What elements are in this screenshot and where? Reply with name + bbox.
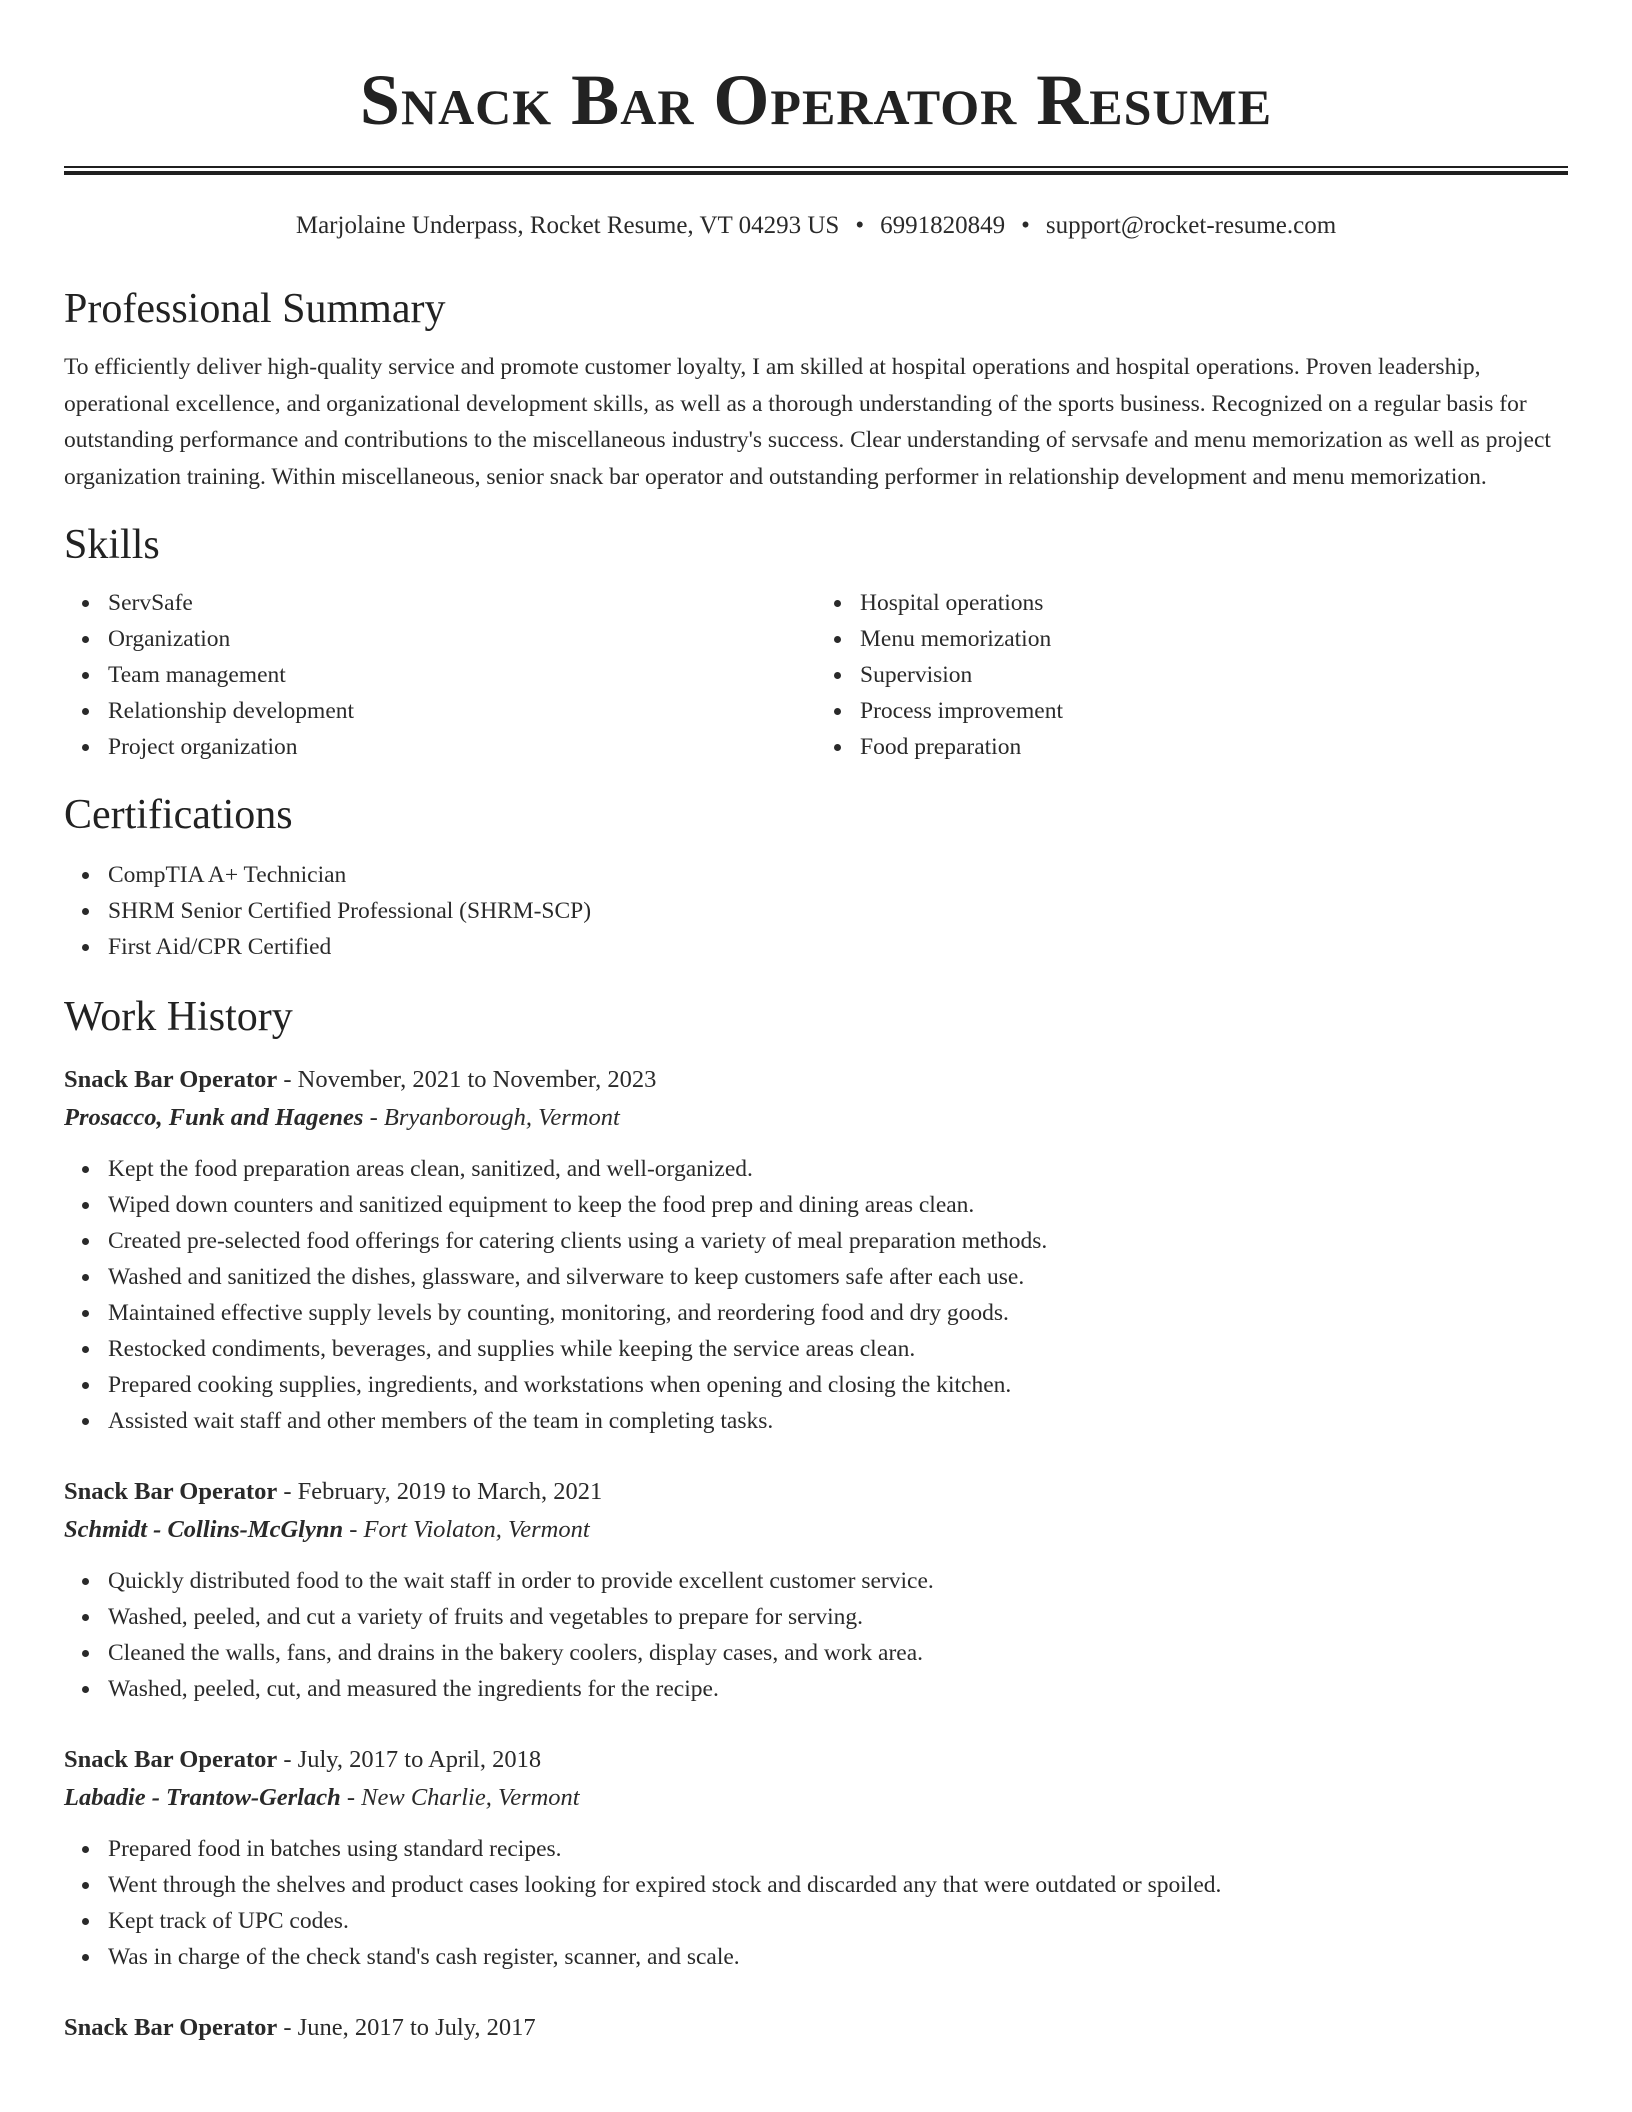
- job-dates: - February, 2019 to March, 2021: [277, 1478, 603, 1505]
- skill-item: Process improvement: [860, 693, 1568, 729]
- job-duty-item: Cleaned the walls, fans, and drains in the bakery coolers, display cases, and work area.: [108, 1635, 1568, 1671]
- job-title-line: [64, 1061, 1568, 1099]
- skill-item: Food preparation: [860, 729, 1568, 765]
- skills-list-right: [816, 585, 1568, 765]
- job-duty-item: Washed and sanitized the dishes, glassware, and silverware to keep customers safe after each use.: [108, 1259, 1568, 1295]
- skill-item: Menu memorization: [860, 621, 1568, 657]
- job-entry: [64, 2009, 1568, 2047]
- skills-heading: Skills: [64, 522, 160, 568]
- summary-text: To efficiently deliver high-quality service and promote customer loyalty, I am skilled at hospital operations and hospital operations. Proven leadership, operational excellence, and organizational development skills, as well as a thorough understanding of the sports business. Recognized on a regular basis for outstanding performance and contributions to the miscellaneous industry's success. Clear understanding of servsafe and menu memorization as well as project organization training. Within miscellaneous, senior snack bar operator and outstanding performer in relationship development and menu memorization.: [64, 354, 1551, 490]
- job-entry: [64, 1473, 1568, 1707]
- skill-item: Supervision: [860, 657, 1568, 693]
- job-location: - Fort Violaton, Vermont: [343, 1516, 590, 1543]
- job-duty-item: Kept track of UPC codes.: [108, 1903, 1568, 1939]
- job-duty-item: Went through the shelves and product cases looking for expired stock and discarded any that were outdated or spoiled.: [108, 1867, 1568, 1903]
- contact-separator: •: [1021, 212, 1030, 239]
- contact-line: [64, 209, 1568, 243]
- certification-item: SHRM Senior Certified Professional (SHRM-SCP): [108, 893, 1568, 929]
- certifications-heading: Certifications: [64, 792, 293, 838]
- job-duty-item: Was in charge of the check stand's cash register, scanner, and scale.: [108, 1939, 1568, 1975]
- skills-grid: [64, 585, 1568, 765]
- job-role: Snack Bar Operator: [64, 2014, 278, 2041]
- job-duty-item: Washed, peeled, cut, and measured the ingredients for the recipe.: [108, 1671, 1568, 1707]
- document-title: Snack Bar Operator Resume: [359, 60, 1273, 140]
- job-location: - Bryanborough, Vermont: [363, 1104, 620, 1131]
- contact-email: support@rocket-resume.com: [1045, 212, 1337, 239]
- job-company: Schmidt - Collins-McGlynn: [64, 1516, 344, 1543]
- job-duty-item: Washed, peeled, and cut a variety of fruits and vegetables to prepare for serving.: [108, 1599, 1568, 1635]
- contact-address: Marjolaine Underpass, Rocket Resume, VT 04293 US: [295, 212, 840, 239]
- job-duties-list: [64, 1151, 1568, 1439]
- job-role: Snack Bar Operator: [64, 1746, 278, 1773]
- job-duties-list: [64, 1831, 1568, 1975]
- job-duty-item: Quickly distributed food to the wait staff in order to provide excellent customer service.: [108, 1563, 1568, 1599]
- job-title-line: [64, 2009, 1568, 2047]
- job-employer-line: [64, 1511, 1568, 1549]
- skill-item: Relationship development: [108, 693, 816, 729]
- contact-separator: •: [855, 212, 865, 239]
- certification-item: First Aid/CPR Certified: [108, 929, 1568, 965]
- job-title-line: [64, 1741, 1568, 1779]
- job-duty-item: Restocked condiments, beverages, and supplies while keeping the service areas clean.: [108, 1331, 1568, 1367]
- contact-phone: 6991820849: [880, 212, 1006, 239]
- job-duties-list: [64, 1563, 1568, 1707]
- job-duty-item: Kept the food preparation areas clean, sanitized, and well-organized.: [108, 1151, 1568, 1187]
- work-history-heading: Work History: [64, 994, 293, 1040]
- job-duty-item: Prepared food in batches using standard recipes.: [108, 1831, 1568, 1867]
- job-duty-item: Assisted wait staff and other members of the team in completing tasks.: [108, 1403, 1568, 1439]
- skill-item: Organization: [108, 621, 816, 657]
- job-employer-line: [64, 1099, 1568, 1137]
- job-location: - New Charlie, Vermont: [340, 1784, 580, 1811]
- job-dates: - June, 2017 to July, 2017: [277, 2014, 536, 2041]
- job-duty-item: Maintained effective supply levels by counting, monitoring, and reordering food and dry goods.: [108, 1295, 1568, 1331]
- job-employer-line: [64, 1779, 1568, 1817]
- job-entry: [64, 1741, 1568, 1975]
- job-duty-item: Wiped down counters and sanitized equipment to keep the food prep and dining areas clean.: [108, 1187, 1568, 1223]
- skill-item: Team management: [108, 657, 816, 693]
- title-divider: [64, 166, 1568, 175]
- job-company: Prosacco, Funk and Hagenes: [64, 1104, 364, 1131]
- job-entry: [64, 1061, 1568, 1439]
- skill-item: Hospital operations: [860, 585, 1568, 621]
- job-company: Labadie - Trantow-Gerlach: [64, 1784, 341, 1811]
- summary-heading: Professional Summary: [64, 286, 446, 332]
- job-dates: - November, 2021 to November, 2023: [277, 1066, 657, 1093]
- job-dates: - July, 2017 to April, 2018: [277, 1746, 542, 1773]
- job-role: Snack Bar Operator: [64, 1066, 278, 1093]
- job-role: Snack Bar Operator: [64, 1478, 278, 1505]
- resume-page: [64, 0, 1568, 2047]
- job-duty-item: Created pre-selected food offerings for catering clients using a variety of meal preparation methods.: [108, 1223, 1568, 1259]
- certifications-list: [64, 857, 1568, 965]
- skills-list-left: [64, 585, 816, 765]
- job-duty-item: Prepared cooking supplies, ingredients, and workstations when opening and closing the kitchen.: [108, 1367, 1568, 1403]
- skill-item: ServSafe: [108, 585, 816, 621]
- skill-item: Project organization: [108, 729, 816, 765]
- certification-item: CompTIA A+ Technician: [108, 857, 1568, 893]
- job-title-line: [64, 1473, 1568, 1511]
